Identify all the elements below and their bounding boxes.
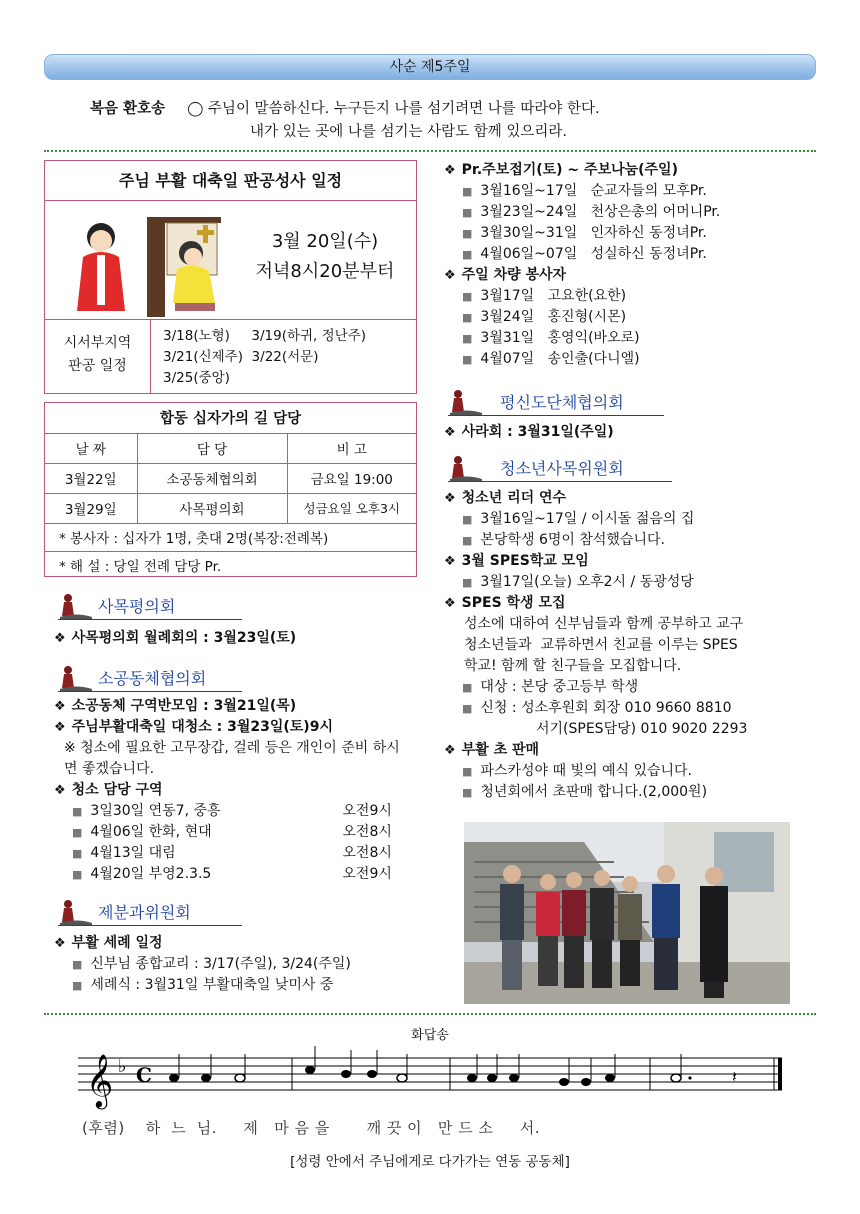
table-cell: 3월29일: [45, 493, 137, 523]
right-block-1: [444, 160, 816, 370]
region-row: 3/21(신제주) 3/22(서문): [163, 349, 319, 365]
easter-title: 주님 부활 대축일 판공성사 일정: [45, 161, 416, 201]
leader-row: ■ 본당학생 6명이 참석했습니다.: [444, 530, 816, 551]
region-list: [163, 326, 366, 389]
figure-icon: [448, 454, 484, 482]
recruit-line: 학교! 함께 할 친구들을 모집합니다.: [464, 658, 682, 674]
section-community-council: [58, 664, 242, 692]
easter-date-block: [235, 227, 415, 287]
clean-time: 오전8시: [342, 845, 392, 861]
clean-area: ■ 4월20일 부영2.3.5: [90, 866, 212, 882]
table-row: [45, 493, 416, 523]
clean-row: [54, 864, 414, 885]
group-photo: [464, 822, 790, 1004]
table-row: [45, 463, 416, 493]
svg-text:𝄞: 𝄞: [86, 1053, 114, 1107]
divider-bottom: [44, 1013, 816, 1015]
region-row: 3/18(노형) 3/19(하귀, 정난주): [163, 328, 367, 344]
youth-block: [444, 488, 816, 803]
region-row: 3/25(중앙): [163, 370, 230, 386]
car-row: ■ 3월24일 홍진형(시몬): [444, 307, 816, 328]
table-header: 비 고: [287, 433, 416, 463]
recruit-line: 청소년들과 교류하면서 친교를 이루는 SPES: [464, 637, 738, 653]
recruit-target: ■ 대상 : 본당 중고등부 학생: [444, 677, 816, 698]
section-title: 소공동체협의회: [98, 669, 207, 688]
figure-icon: [448, 388, 484, 416]
table-header: 날 짜: [45, 433, 137, 463]
cross-note-2: * 해 설 : 당일 전례 담당 Pr.: [45, 551, 416, 579]
laity-item: ❖ 사라회 : 3월31일(주일): [444, 422, 614, 443]
svg-text:𝄽: 𝄽: [732, 1067, 737, 1086]
gospel-line-1: ◯ 주님이 말씀하신다. 누구든지 나를 섬기려면 나를 따라야 한다.: [187, 101, 600, 117]
car-title: ❖ 주일 차량 봉사자: [444, 265, 816, 286]
region-label-1: 시서부지역: [63, 335, 132, 351]
clean-title: ❖ 청소 담당 구역: [54, 780, 414, 801]
clean-row: [54, 822, 414, 843]
section-title: 청소년사목위원회: [500, 459, 624, 478]
clean-area: ■ 3일30일 연동7, 중흥: [90, 803, 221, 819]
community-block: [54, 696, 414, 885]
section-title: 평신도단체협의회: [500, 393, 624, 412]
table-cell: 소공동체협의회: [137, 463, 287, 493]
section-youth-committee: [448, 454, 672, 482]
recruit-line: 성소에 대하여 신부님들과 함께 공부하고 교구: [464, 616, 744, 632]
baptism-block: [54, 933, 351, 996]
community-note: ※ 청소에 필요한 고무장갑, 걸레 등은 개인이 준비 하시면 좋겠습니다.: [64, 740, 400, 777]
gospel-line-2: 내가 있는 곳에 나를 섬기는 사람도 함께 있으리라.: [250, 124, 568, 140]
clean-time: 오전8시: [342, 824, 392, 840]
region-label: [45, 320, 151, 394]
spes-title: ❖ 3월 SPES학교 모임: [444, 551, 816, 572]
pastoral-item: ❖ 사목평의회 월례회의 : 3월23일(토): [54, 628, 296, 649]
leader-title: ❖ 청소년 리더 연수: [444, 488, 816, 509]
clean-time: 오전9시: [342, 866, 392, 882]
cross-note-1: * 봉사자 : 십자가 1명, 촛대 2명(복장:전례복): [45, 523, 416, 551]
pr-row: ■ 3월23일~24일 천상은총의 어머니Pr.: [444, 202, 816, 223]
section-title: 사목평의회: [98, 597, 176, 616]
section-underline: [448, 481, 672, 482]
svg-text:C: C: [136, 1063, 152, 1087]
easter-date: 3월 20일(수): [271, 231, 379, 252]
way-of-cross-table: [45, 403, 416, 579]
clean-row: [54, 801, 414, 822]
easter-time: 저녁8시20분부터: [255, 261, 395, 282]
community-item-1: ❖ 소공동체 구역반모임 : 3월21일(목): [54, 696, 414, 717]
car-row: ■ 3월17일 고요한(요한): [444, 286, 816, 307]
hymn-title: 화답송: [411, 1028, 449, 1043]
figure-icon: [58, 592, 94, 620]
baptism-title: ❖ 부활 세례 일정: [54, 933, 351, 954]
gospel-acclamation: [90, 98, 790, 144]
table-cell: 금요일 19:00: [287, 463, 416, 493]
car-row: ■ 3월31일 홍영익(바오로): [444, 328, 816, 349]
svg-text:♭: ♭: [118, 1056, 127, 1077]
recruit-title: ❖ SPES 학생 모집: [444, 593, 816, 614]
section-underline: [58, 925, 242, 926]
recruit-apply-2: 서기(SPES담당) 010 9020 2293: [536, 721, 748, 737]
header-bar: [44, 54, 816, 80]
confession-illustration: [69, 207, 233, 319]
community-item-2: ❖ 주님부활대축일 대청소 : 3월23일(토)9시: [54, 717, 414, 738]
pr-title: ❖ Pr.주보접기(토) ~ 주보나눔(주일): [444, 160, 816, 181]
pr-row: ■ 4월06일~07일 성실하신 동정녀Pr.: [444, 244, 816, 265]
cross-title: 합동 십자가의 길 담당: [45, 403, 416, 433]
gospel-label: 복음 환호송: [90, 101, 166, 117]
clean-area: ■ 4월06일 한화, 현대: [90, 824, 212, 840]
table-cell: 사목평의회: [137, 493, 287, 523]
table-header: 담 당: [137, 433, 287, 463]
section-underline: [448, 415, 664, 416]
page-title: 사순 제5주일: [389, 59, 471, 75]
clean-area: ■ 4월13일 대림: [90, 845, 176, 861]
section-title: 제분과위원회: [98, 903, 191, 922]
baptism-row: ■ 세례식 : 3월31일 부활대축일 낮미사 중: [54, 975, 351, 996]
section-laity-council: [448, 388, 664, 416]
table-cell: 3월22일: [45, 463, 137, 493]
section-underline: [58, 619, 242, 620]
pastoral-block: [54, 628, 296, 649]
leader-row: ■ 3월16일~17일 / 이시돌 젊음의 집: [444, 509, 816, 530]
recruit-apply-1: ■ 신청 : 성소후원회 회장 010 9660 8810: [444, 698, 816, 719]
region-label-2: 판공 일정: [68, 358, 127, 374]
footer-motto: [성령 안에서 주님에게로 다가가는 연동 공동체]: [290, 1154, 570, 1170]
clean-time: 오전9시: [342, 803, 392, 819]
section-underline: [58, 691, 242, 692]
region-schedule: [45, 319, 416, 393]
baptism-row: ■ 신부님 종합교리 : 3/17(주일), 3/24(주일): [54, 954, 351, 975]
easter-confession-box: [44, 160, 417, 394]
table-cell: 성금요일 오후3시: [287, 493, 416, 523]
way-of-cross-box: [44, 402, 417, 577]
spes-row: ■ 3월17일(오늘) 오후2시 / 동광성당: [444, 572, 816, 593]
section-committee: [58, 898, 242, 926]
candle-row: ■ 파스카성야 때 빛의 예식 있습니다.: [444, 761, 816, 782]
candle-title: ❖ 부활 초 판매: [444, 740, 816, 761]
hymn-lyrics: (후렴) 하 느 님. 제 마 음 을 깨 끗 이 만 드 소 서.: [82, 1119, 541, 1137]
pr-row: ■ 3월16일~17일 순교자들의 모후Pr.: [444, 181, 816, 202]
figure-icon: [58, 898, 94, 926]
pr-row: ■ 3월30일~31일 인자하신 동정녀Pr.: [444, 223, 816, 244]
divider-top: [44, 150, 816, 152]
car-row: ■ 4월07일 송인출(다니엘): [444, 349, 816, 370]
clean-row: [54, 843, 414, 864]
figure-icon: [58, 664, 94, 692]
laity-block: [444, 422, 614, 443]
candle-row: ■ 청년회에서 초판매 합니다.(2,000원): [444, 782, 816, 803]
section-pastoral-council: [58, 592, 242, 620]
